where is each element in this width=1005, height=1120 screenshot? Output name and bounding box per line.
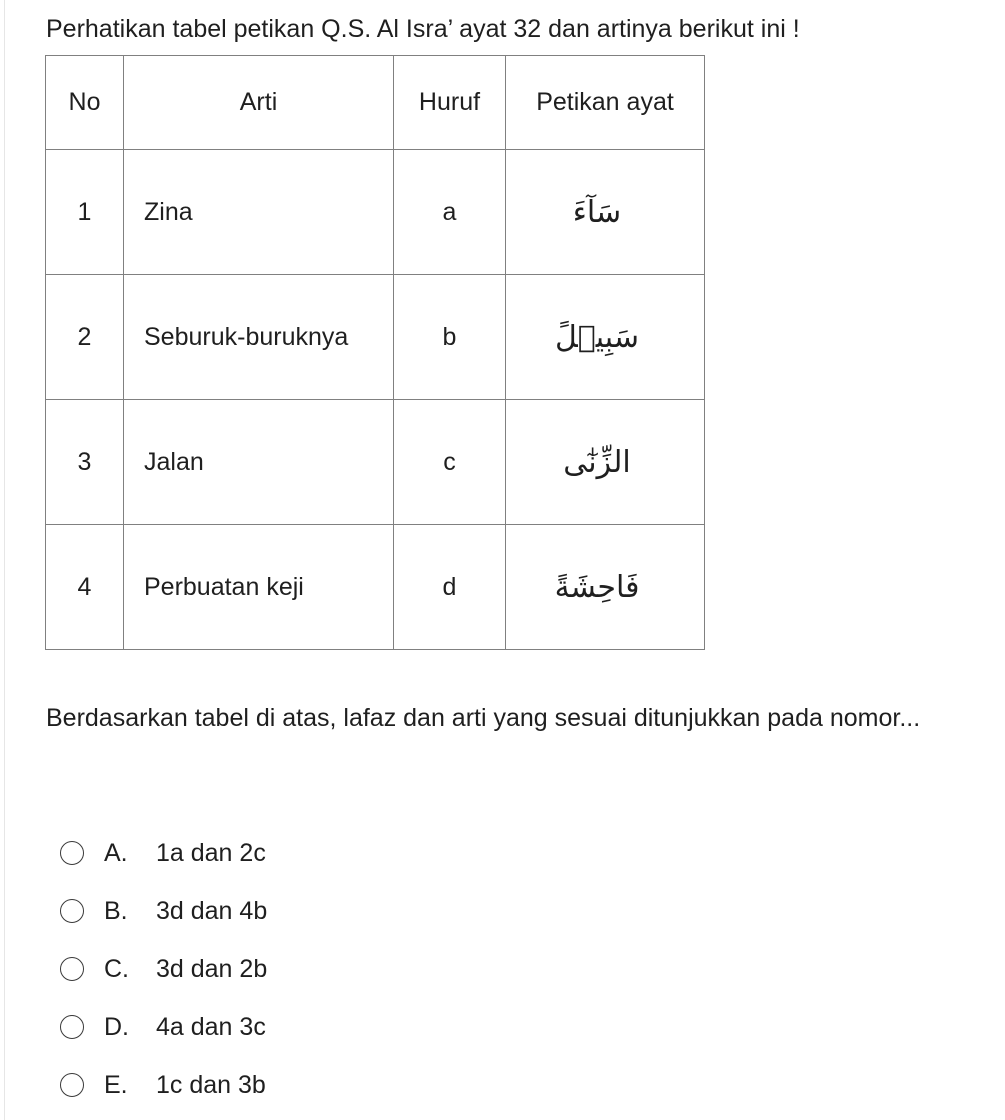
ayat-table <box>45 55 705 650</box>
answer-options <box>60 824 267 1114</box>
radio-button[interactable] <box>60 1073 84 1097</box>
option-letter: A. <box>104 838 128 867</box>
left-border-line <box>4 0 5 1120</box>
option-letter: C. <box>104 954 129 983</box>
row-huruf: c <box>394 400 506 525</box>
option-d[interactable] <box>60 998 267 1056</box>
option-c[interactable] <box>60 940 267 998</box>
table-row <box>46 150 705 275</box>
option-text: 3d dan 2b <box>156 954 268 983</box>
table-row <box>46 275 705 400</box>
row-arti: Zina <box>124 150 394 275</box>
row-huruf: d <box>394 525 506 650</box>
row-huruf: a <box>394 150 506 275</box>
option-e[interactable] <box>60 1056 267 1114</box>
arabic-text: سَبِيۡلً <box>555 319 639 355</box>
radio-button[interactable] <box>60 899 84 923</box>
row-arti: Seburuk-buruknya <box>124 275 394 400</box>
row-ayat-cell <box>506 525 705 650</box>
arabic-text: فَاحِشَةً <box>554 569 640 605</box>
header-petikan-ayat: Petikan ayat <box>506 56 705 150</box>
row-no: 2 <box>46 275 124 400</box>
row-ayat-cell <box>506 400 705 525</box>
option-text: 1c dan 3b <box>156 1070 266 1099</box>
row-no: 1 <box>46 150 124 275</box>
option-a[interactable] <box>60 824 267 882</box>
row-huruf: b <box>394 275 506 400</box>
option-text: 4a dan 3c <box>156 1012 266 1041</box>
row-no: 4 <box>46 525 124 650</box>
row-arti: Perbuatan keji <box>124 525 394 650</box>
header-arti: Arti <box>124 56 394 150</box>
option-b[interactable] <box>60 882 267 940</box>
option-letter: E. <box>104 1070 128 1099</box>
radio-button[interactable] <box>60 957 84 981</box>
row-ayat-cell <box>506 150 705 275</box>
option-letter: B. <box>104 896 128 925</box>
row-ayat-cell <box>506 275 705 400</box>
table-row <box>46 400 705 525</box>
header-huruf: Huruf <box>394 56 506 150</box>
radio-button[interactable] <box>60 1015 84 1039</box>
table-row <box>46 525 705 650</box>
question-body: Berdasarkan tabel di atas, lafaz dan arti yang sesuai ditunjukkan pada nomor... <box>46 704 921 732</box>
arabic-text: الزِّنٰٓى <box>563 444 631 480</box>
row-arti: Jalan <box>124 400 394 525</box>
radio-button[interactable] <box>60 841 84 865</box>
row-no: 3 <box>46 400 124 525</box>
option-letter: D. <box>104 1012 129 1041</box>
question-title: Perhatikan tabel petikan Q.S. Al Isra’ ayat 32 dan artinya berikut ini ! <box>46 15 800 43</box>
header-no: No <box>46 56 124 150</box>
option-text: 1a dan 2c <box>156 838 266 867</box>
table-header-row <box>46 56 705 150</box>
arabic-text: سَآءَ <box>572 194 622 230</box>
option-text: 3d dan 4b <box>156 896 268 925</box>
